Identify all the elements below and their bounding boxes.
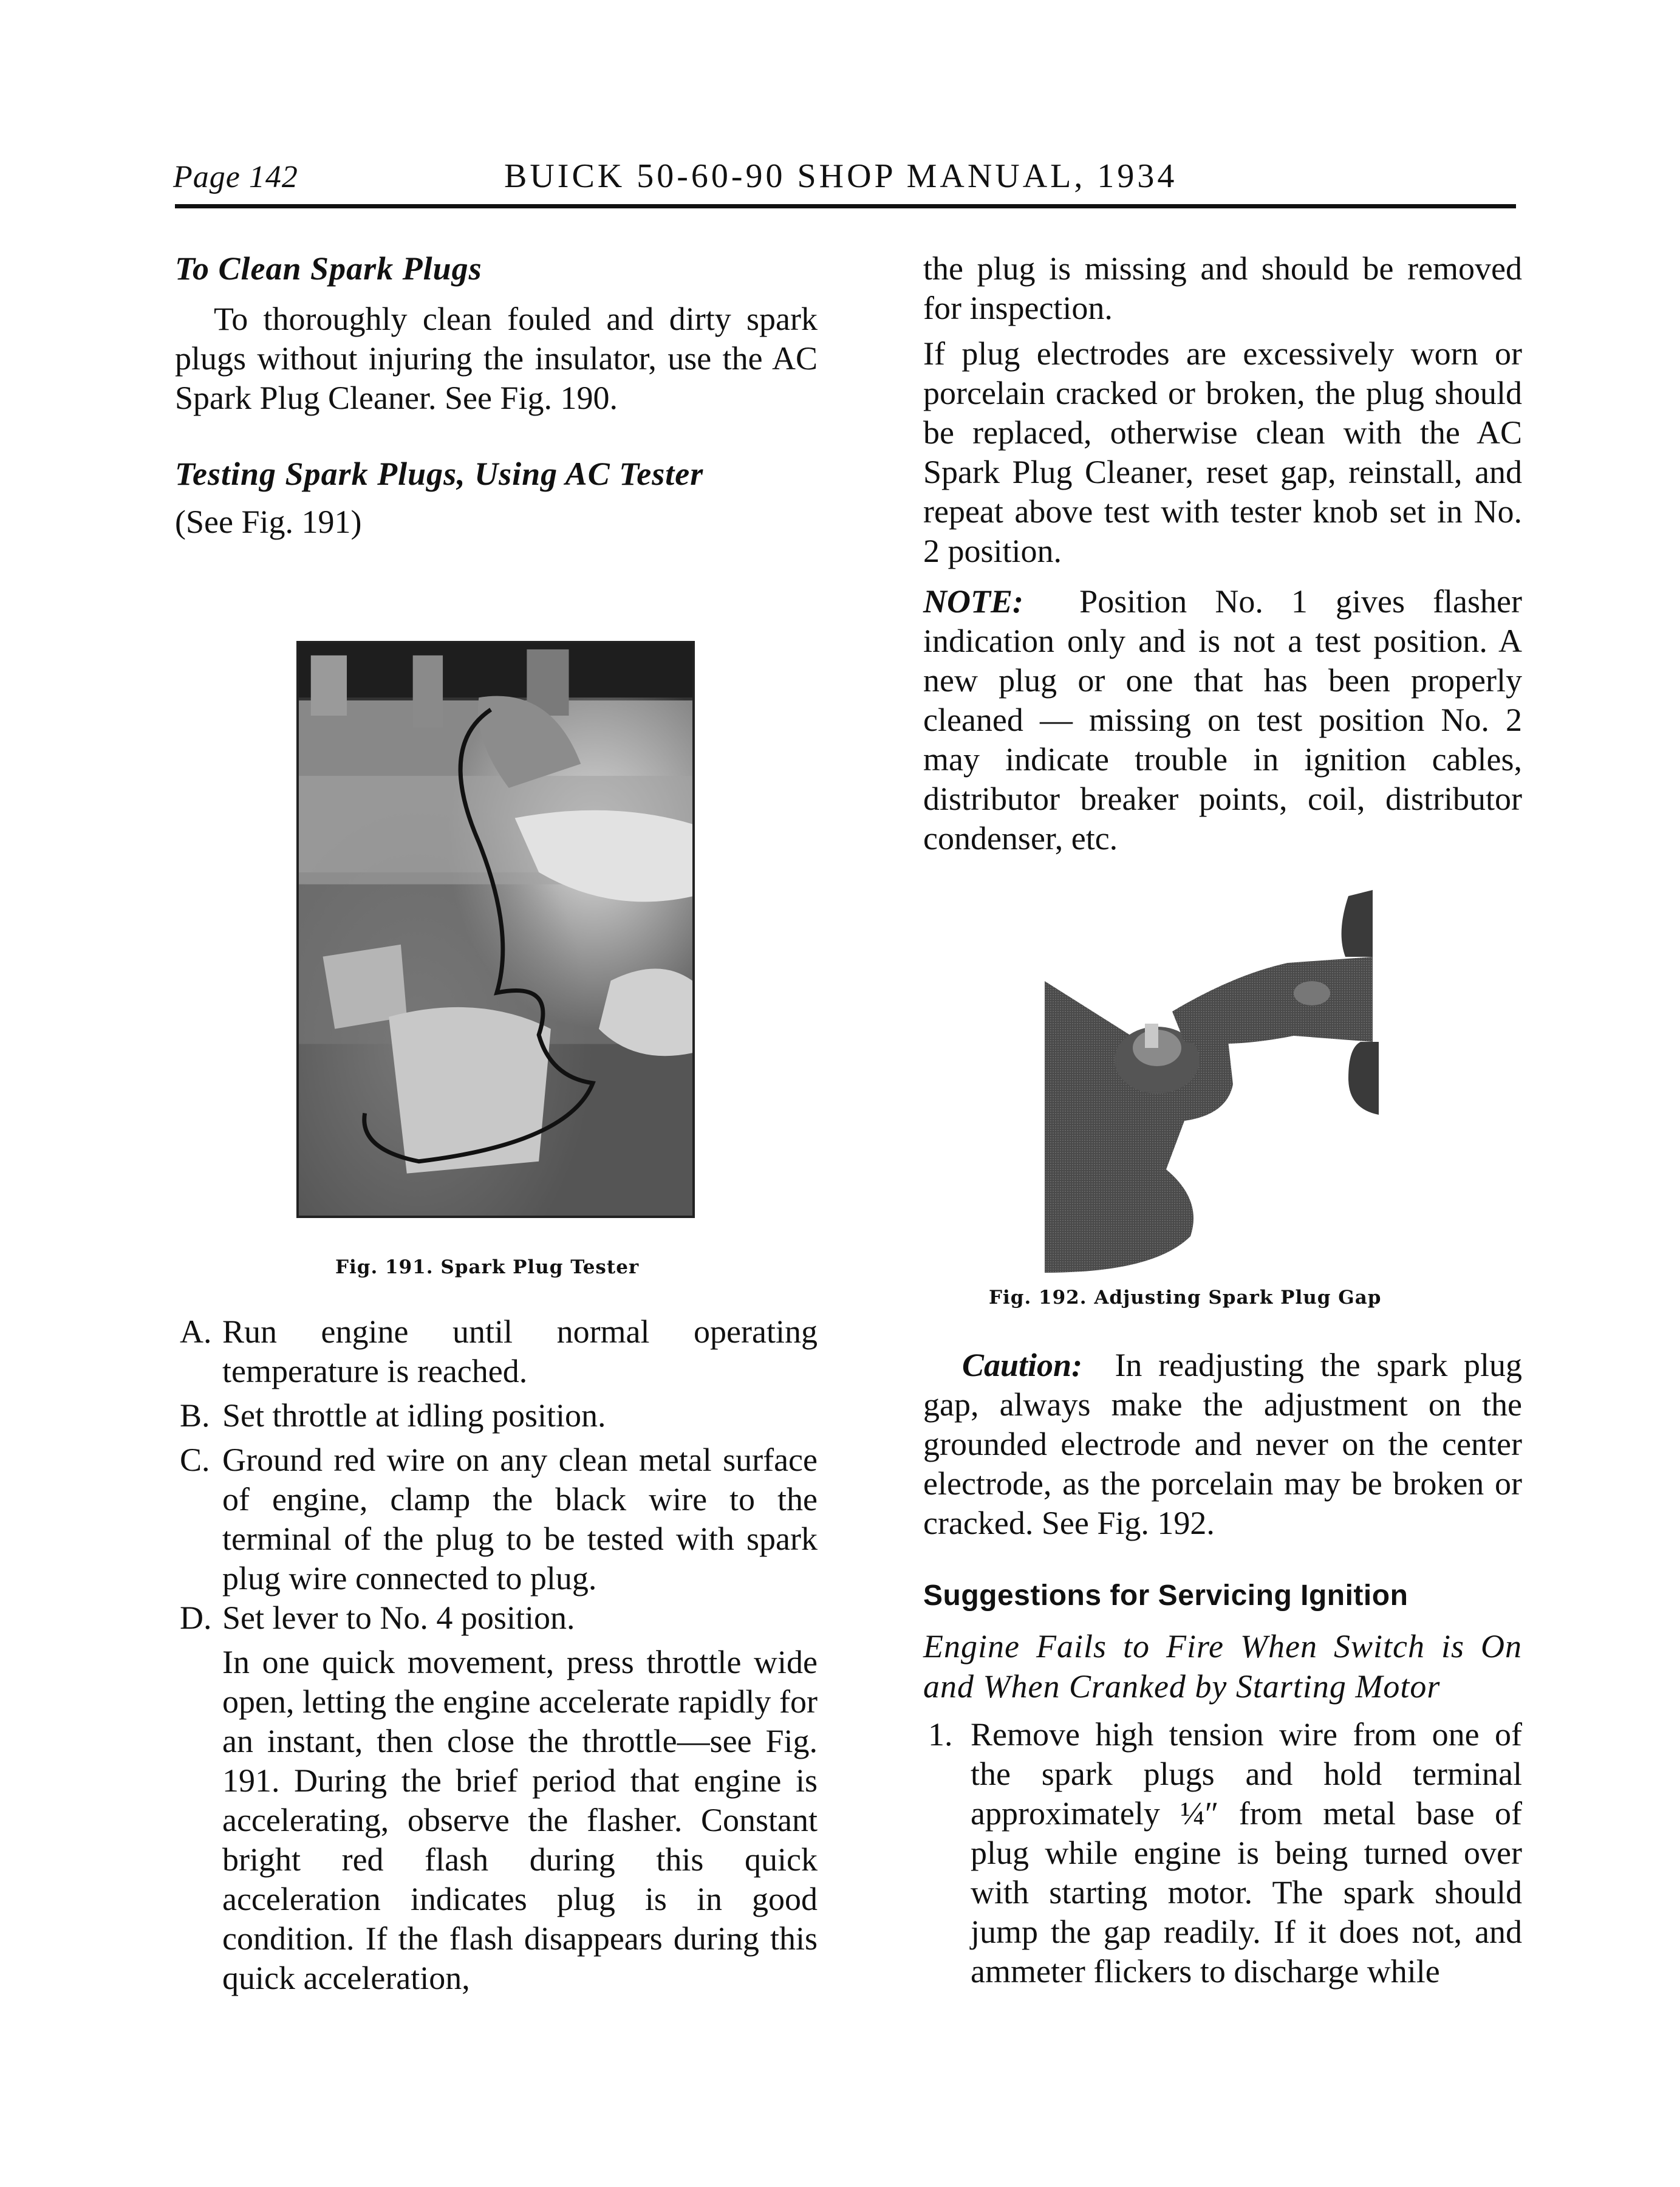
step-text: In one quick movement, press throttle wide open, letting the engine accelerate rapidly for an instant, then close the throttle—see Fig. 191. During the brief period that engine is accelerating, observe the flasher. Constant bright red flash during this quick acceleration indicates plug is in good condition. If the flash disappears during this quick acceleration, — [222, 1644, 818, 1996]
step-text: Ground red wire on any clean metal surface of engine, clamp the black wire to the terminal of the plug to be tested with spark plug wire connected to plug. — [222, 1442, 818, 1597]
right-column-lower — [923, 1346, 1522, 1991]
subsection-heading-engine-fails: Engine Fails to Fire When Switch is On and When Cranked by Starting Motor — [923, 1628, 1522, 1705]
step-text: Set throttle at idling position. — [222, 1397, 606, 1434]
figure-192-caption: Fig. 192. Adjusting Spark Plug Gap — [989, 1287, 1382, 1309]
section-heading-servicing-ignition: Suggestions for Servicing Ignition — [923, 1580, 1409, 1612]
caution-paragraph — [923, 1346, 1522, 1543]
figure-reference: (See Fig. 191) — [175, 504, 362, 540]
step-marker: A. — [180, 1313, 212, 1350]
section-heading-testing-spark-plugs: Testing Spark Plugs, Using AC Tester — [175, 456, 704, 492]
step-c — [175, 1440, 818, 1598]
step-text: Set lever to No. 4 position. — [222, 1600, 575, 1636]
header-rule — [175, 204, 1516, 208]
page-number: Page 142 — [173, 160, 298, 194]
step-text: Remove high tension wire from one of the spark plugs and hold terminal approximately ¼″ from metal base of plug while engine is being turned over with starting motor. The spark should jump the gap readily. If it does not, and ammeter flickers to discharge while — [971, 1716, 1522, 1990]
figure-191-caption: Fig. 191. Spark Plug Tester — [335, 1256, 640, 1278]
caution-text: In readjusting the spark plug gap, always make the adjustment on the grounded electrode and never on the center electrode, as the porcelain may be broken or cracked. See Fig. 192. — [923, 1347, 1522, 1541]
caution-label: Caution: — [962, 1347, 1083, 1383]
paragraph-electrodes: If plug electrodes are excessively worn or porcelain cracked or broken, the plug should be replaced, otherwise clean with the AC Spark Plug Cleaner, reset gap, reinstall, and repeat above test with tester knob set in No. 2 position. — [923, 335, 1522, 569]
adjusting-spark-plug-gap-photo-icon — [1033, 884, 1385, 1279]
note-label: NOTE: — [923, 583, 1023, 620]
note-paragraph — [923, 582, 1522, 858]
step-b — [175, 1396, 818, 1436]
step-a — [175, 1312, 818, 1391]
step-marker: C. — [180, 1442, 210, 1478]
spark-plug-tester-photo-icon — [296, 641, 695, 1218]
step-marker: 1. — [928, 1716, 953, 1753]
paragraph-clean-spark-plugs: To thoroughly clean fouled and dirty spark plugs without injuring the insulator, use the AC Spark Plug Cleaner. See Fig. 190. — [175, 301, 818, 416]
step-1 — [923, 1715, 1522, 1991]
step-marker: B. — [180, 1397, 210, 1434]
paragraph-continued: the plug is missing and should be removed for inspection. — [923, 250, 1522, 326]
left-column-steps — [175, 1312, 818, 1998]
running-header-title: BUICK 50-60-90 SHOP MANUAL, 1934 — [504, 157, 1178, 195]
left-column — [175, 249, 818, 542]
step-marker: D. — [180, 1600, 212, 1636]
right-column — [923, 249, 1522, 858]
step-text: Run engine until normal operating temperature is reached. — [222, 1313, 818, 1389]
section-heading-clean-spark-plugs: To Clean Spark Plugs — [175, 250, 482, 287]
note-text: Position No. 1 gives flasher indication only and is not a test position. A new plug or one that has been properly cleaned — missing on test position No. 2 may indicate trouble in ignition cables, distributor breaker points, coil, distributor condenser, etc. — [923, 583, 1522, 857]
step-d-continued — [175, 1643, 818, 1998]
step-d — [175, 1598, 818, 1638]
